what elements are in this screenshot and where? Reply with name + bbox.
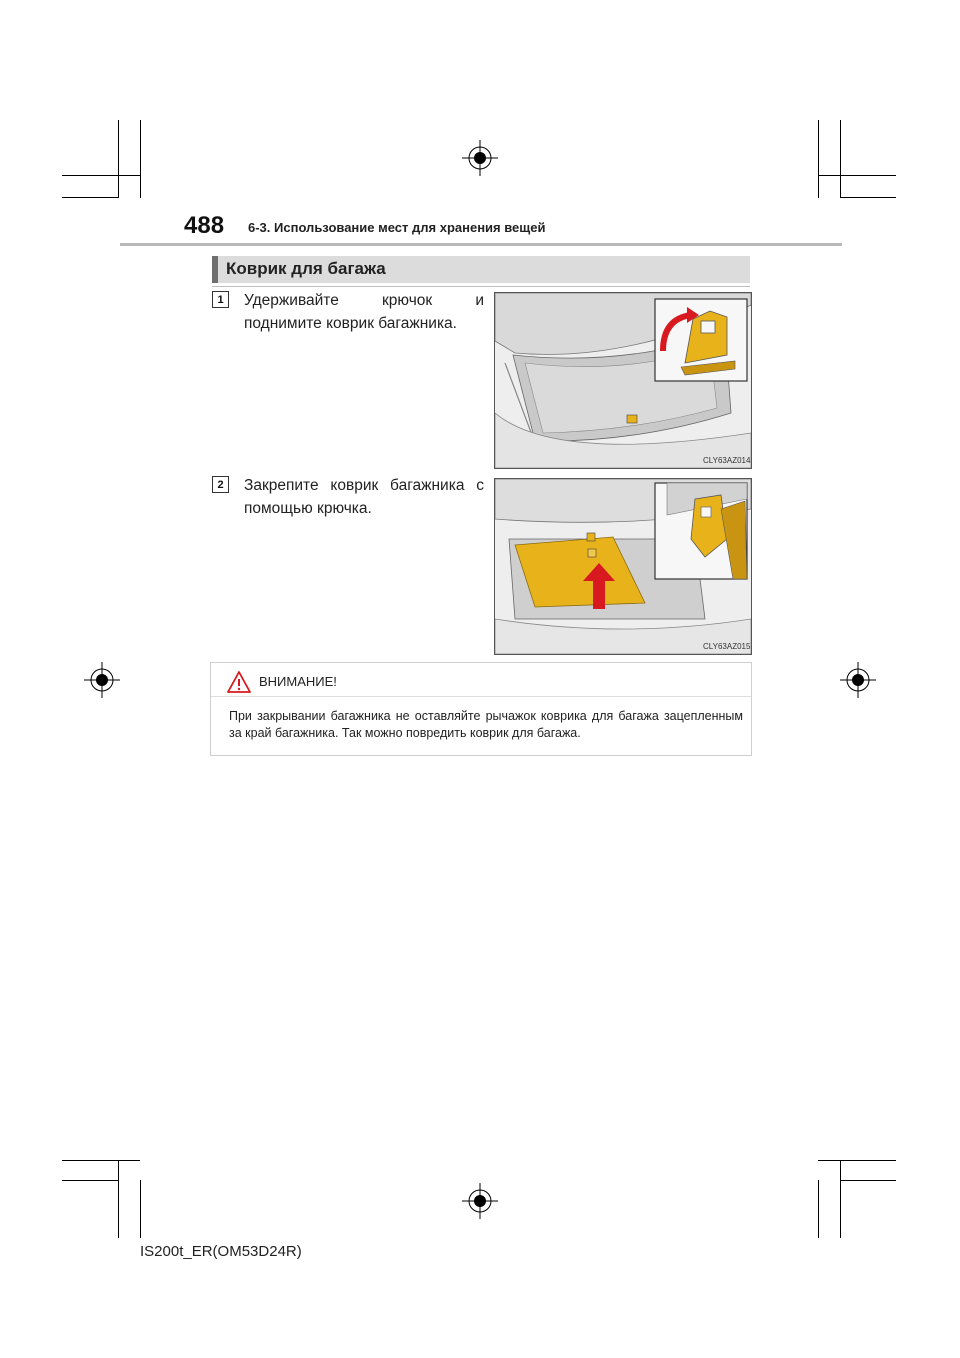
topic-title: Коврик для багажа bbox=[226, 259, 386, 278]
crop-mark bbox=[62, 197, 118, 198]
page-number: 488 bbox=[184, 212, 225, 239]
crop-mark bbox=[818, 1160, 896, 1161]
figure-code-1: CLY63AZ014 bbox=[703, 456, 751, 465]
registration-mark-icon bbox=[840, 662, 876, 698]
trunk-illustration-1 bbox=[495, 293, 751, 468]
warning-text: При закрывании багажника не оставляйте рычажок коврика для багажа зацепленным за край багажника. Так можно повредить коврик для багажа. bbox=[229, 709, 743, 740]
step-text-2: Закрепите коврик багажника с помощью крючка. bbox=[244, 477, 484, 517]
warning-box bbox=[210, 662, 752, 756]
illustration-hook-mat bbox=[494, 478, 752, 655]
topic-underline bbox=[212, 286, 750, 287]
figure-code-2: CLY63AZ015 bbox=[703, 642, 751, 651]
trunk-illustration-2 bbox=[495, 479, 751, 654]
crop-mark bbox=[818, 175, 896, 176]
illustration-lift-mat bbox=[494, 292, 752, 469]
step-number-2: 2 bbox=[212, 476, 229, 493]
registration-mark-icon bbox=[462, 140, 498, 176]
topic-accent bbox=[212, 256, 218, 283]
crop-mark bbox=[62, 1180, 118, 1181]
warning-divider bbox=[211, 696, 751, 697]
crop-mark bbox=[118, 1160, 119, 1238]
crop-mark bbox=[818, 1180, 819, 1238]
registration-mark-icon bbox=[462, 1183, 498, 1219]
step-text-1: Удерживайте крючок и поднимите коврик багажника. bbox=[244, 292, 484, 332]
step-number-1: 1 bbox=[212, 291, 229, 308]
section-title: 6-3. Использование мест для хранения вещей bbox=[248, 220, 546, 235]
registration-mark-icon bbox=[84, 662, 120, 698]
crop-mark bbox=[840, 197, 896, 198]
warning-title: ВНИМАНИЕ! bbox=[259, 674, 337, 689]
crop-mark bbox=[840, 120, 841, 198]
crop-mark bbox=[118, 120, 119, 198]
document-id: IS200t_ER(OM53D24R) bbox=[140, 1243, 302, 1260]
crop-mark bbox=[140, 1180, 141, 1238]
crop-mark bbox=[62, 1160, 140, 1161]
warning-triangle-icon bbox=[227, 671, 251, 693]
crop-mark bbox=[840, 1180, 896, 1181]
crop-mark bbox=[140, 120, 141, 198]
crop-mark bbox=[840, 1160, 841, 1238]
crop-mark bbox=[818, 120, 819, 198]
header-rule bbox=[120, 243, 842, 246]
crop-mark bbox=[62, 175, 140, 176]
